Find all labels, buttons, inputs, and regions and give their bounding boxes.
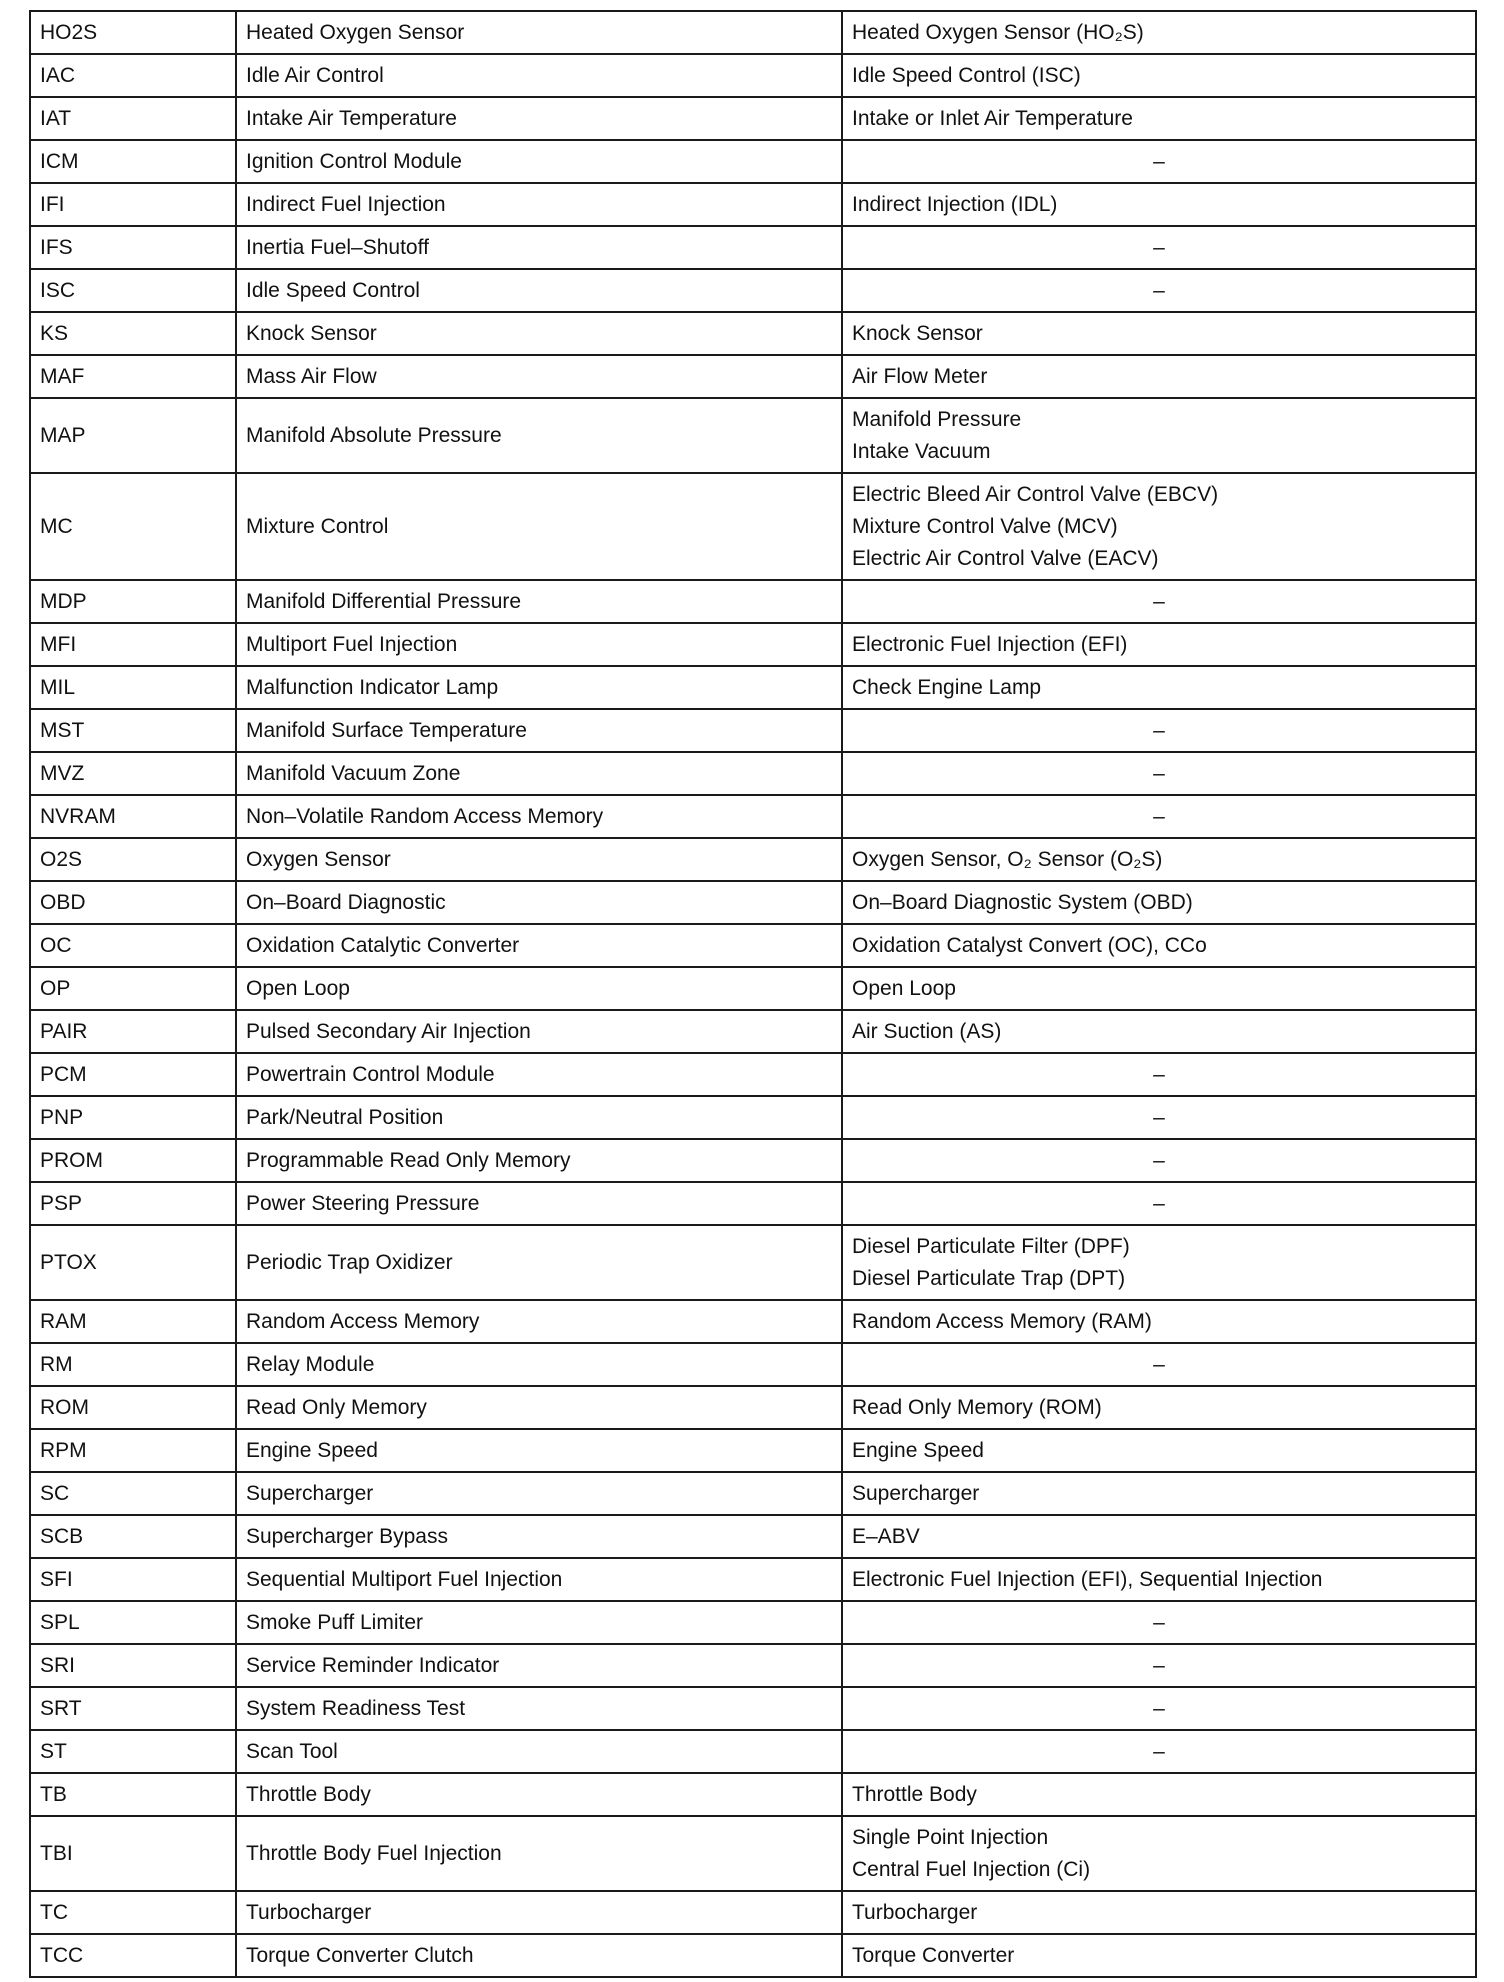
abbreviation-cell: MAP (30, 398, 236, 473)
abbreviation-cell: MFI (30, 623, 236, 666)
previous-term-cell (842, 709, 1476, 752)
abbreviation-table (29, 10, 1477, 1978)
abbreviation-cell: ISC (30, 269, 236, 312)
previous-term-line: Air Suction (AS) (852, 1019, 1002, 1043)
term-cell: Malfunction Indicator Lamp (236, 666, 842, 709)
previous-term-line: Check Engine Lamp (852, 675, 1042, 699)
previous-term-cell (842, 1644, 1476, 1687)
term-cell: Ignition Control Module (236, 140, 842, 183)
term-cell: System Readiness Test (236, 1687, 842, 1730)
previous-term-line: – (1153, 1653, 1165, 1677)
previous-term-cell (842, 140, 1476, 183)
previous-term-line: Oxidation Catalyst Convert (OC), CCo (852, 933, 1207, 957)
previous-term-line: Mixture Control Valve (MCV) (852, 514, 1118, 538)
table-row (30, 1343, 1476, 1386)
previous-term-cell (842, 1429, 1476, 1472)
previous-term-cell (842, 312, 1476, 355)
table-row (30, 1010, 1476, 1053)
table-row (30, 1558, 1476, 1601)
term-cell: Turbocharger (236, 1891, 842, 1934)
table-row (30, 1225, 1476, 1300)
table-row (30, 1300, 1476, 1343)
abbreviation-cell: RPM (30, 1429, 236, 1472)
table-row (30, 1687, 1476, 1730)
previous-term-line: Throttle Body (852, 1782, 977, 1806)
previous-term-cell (842, 54, 1476, 97)
abbreviation-cell: SCB (30, 1515, 236, 1558)
table-row (30, 795, 1476, 838)
term-cell: Idle Air Control (236, 54, 842, 97)
term-cell: Power Steering Pressure (236, 1182, 842, 1225)
previous-term-line: Read Only Memory (ROM) (852, 1395, 1102, 1419)
previous-term-cell (842, 1773, 1476, 1816)
previous-term-line: Diesel Particulate Trap (DPT) (852, 1266, 1126, 1290)
previous-term-cell (842, 1515, 1476, 1558)
term-cell: Random Access Memory (236, 1300, 842, 1343)
table-row (30, 1053, 1476, 1096)
previous-term-line: Torque Converter (852, 1943, 1015, 1967)
previous-term-line: Intake or Inlet Air Temperature (852, 106, 1133, 130)
previous-term-line: – (1153, 1352, 1165, 1376)
term-cell: Intake Air Temperature (236, 97, 842, 140)
previous-term-line: E–ABV (852, 1524, 920, 1548)
term-cell: Throttle Body Fuel Injection (236, 1816, 842, 1891)
abbreviation-cell: PROM (30, 1139, 236, 1182)
previous-term-line: Turbocharger (852, 1900, 978, 1924)
table-row (30, 580, 1476, 623)
table-row (30, 967, 1476, 1010)
table-row (30, 1096, 1476, 1139)
table-row (30, 226, 1476, 269)
previous-term-cell (842, 666, 1476, 709)
abbreviation-cell: NVRAM (30, 795, 236, 838)
previous-term-line: – (1153, 1105, 1165, 1129)
previous-term-line: – (1153, 761, 1165, 785)
abbreviation-cell: OC (30, 924, 236, 967)
table-row (30, 1386, 1476, 1429)
previous-term-line: – (1153, 1191, 1165, 1215)
previous-term-cell (842, 1816, 1476, 1891)
term-cell: Smoke Puff Limiter (236, 1601, 842, 1644)
abbreviation-cell: TCC (30, 1934, 236, 1977)
table-row (30, 1891, 1476, 1934)
abbreviation-cell: O2S (30, 838, 236, 881)
table-row (30, 1515, 1476, 1558)
previous-term-cell (842, 1139, 1476, 1182)
previous-term-line: Electric Air Control Valve (EACV) (852, 546, 1159, 570)
table-row (30, 838, 1476, 881)
previous-term-line: Engine Speed (852, 1438, 984, 1462)
previous-term-line: – (1153, 718, 1165, 742)
term-cell: Multiport Fuel Injection (236, 623, 842, 666)
term-cell: Programmable Read Only Memory (236, 1139, 842, 1182)
abbreviation-cell: PAIR (30, 1010, 236, 1053)
abbreviation-cell: SFI (30, 1558, 236, 1601)
previous-term-cell (842, 11, 1476, 54)
previous-term-cell (842, 881, 1476, 924)
previous-term-cell (842, 838, 1476, 881)
previous-term-line: Random Access Memory (RAM) (852, 1309, 1152, 1333)
term-cell: Supercharger Bypass (236, 1515, 842, 1558)
abbreviation-cell: TBI (30, 1816, 236, 1891)
abbreviation-cell: ICM (30, 140, 236, 183)
table-row (30, 1139, 1476, 1182)
previous-term-cell (842, 1386, 1476, 1429)
table-row (30, 1472, 1476, 1515)
term-cell: Heated Oxygen Sensor (236, 11, 842, 54)
abbreviation-cell: PCM (30, 1053, 236, 1096)
table-row (30, 11, 1476, 54)
table-row (30, 97, 1476, 140)
abbreviation-cell: SPL (30, 1601, 236, 1644)
term-cell: Throttle Body (236, 1773, 842, 1816)
previous-term-line: Manifold Pressure (852, 407, 1022, 431)
table-row (30, 140, 1476, 183)
previous-term-line: Oxygen Sensor, O₂ Sensor (O₂S) (852, 847, 1163, 871)
abbreviation-cell: MAF (30, 355, 236, 398)
abbreviation-cell: ROM (30, 1386, 236, 1429)
term-cell: Supercharger (236, 1472, 842, 1515)
abbreviation-cell: IFI (30, 183, 236, 226)
term-cell: Periodic Trap Oxidizer (236, 1225, 842, 1300)
previous-term-cell (842, 1182, 1476, 1225)
abbreviation-cell: IAC (30, 54, 236, 97)
abbreviation-cell: SRT (30, 1687, 236, 1730)
term-cell: Oxygen Sensor (236, 838, 842, 881)
table-row (30, 752, 1476, 795)
term-cell: Idle Speed Control (236, 269, 842, 312)
previous-term-cell (842, 1225, 1476, 1300)
term-cell: Manifold Surface Temperature (236, 709, 842, 752)
table-row (30, 1816, 1476, 1891)
abbreviation-cell: MVZ (30, 752, 236, 795)
term-cell: Park/Neutral Position (236, 1096, 842, 1139)
previous-term-cell (842, 580, 1476, 623)
previous-term-cell (842, 1343, 1476, 1386)
abbreviation-cell: PTOX (30, 1225, 236, 1300)
term-cell: Sequential Multiport Fuel Injection (236, 1558, 842, 1601)
previous-term-line: – (1153, 1062, 1165, 1086)
previous-term-line: Central Fuel Injection (Ci) (852, 1857, 1091, 1881)
previous-term-cell (842, 1891, 1476, 1934)
abbreviation-cell: MDP (30, 580, 236, 623)
term-cell: Torque Converter Clutch (236, 1934, 842, 1977)
previous-term-cell (842, 623, 1476, 666)
table-row (30, 1182, 1476, 1225)
previous-term-line: Electronic Fuel Injection (EFI), Sequential Injection (852, 1567, 1323, 1591)
term-cell: Manifold Absolute Pressure (236, 398, 842, 473)
previous-term-line: – (1153, 149, 1165, 173)
abbreviation-cell: TC (30, 1891, 236, 1934)
table-row (30, 398, 1476, 473)
previous-term-cell (842, 473, 1476, 580)
previous-term-line: Idle Speed Control (ISC) (852, 63, 1081, 87)
previous-term-cell (842, 1730, 1476, 1773)
previous-term-cell (842, 967, 1476, 1010)
term-cell: Mass Air Flow (236, 355, 842, 398)
term-cell: Engine Speed (236, 1429, 842, 1472)
previous-term-line: Supercharger (852, 1481, 980, 1505)
abbreviation-cell: RM (30, 1343, 236, 1386)
previous-term-line: Knock Sensor (852, 321, 983, 345)
table-row (30, 183, 1476, 226)
table-row (30, 1644, 1476, 1687)
term-cell: Scan Tool (236, 1730, 842, 1773)
term-cell: On–Board Diagnostic (236, 881, 842, 924)
abbreviation-cell: SC (30, 1472, 236, 1515)
abbreviation-cell: IFS (30, 226, 236, 269)
abbreviation-cell: MST (30, 709, 236, 752)
previous-term-line: Electronic Fuel Injection (EFI) (852, 632, 1128, 656)
table-row (30, 312, 1476, 355)
term-cell: Relay Module (236, 1343, 842, 1386)
abbreviation-cell: SRI (30, 1644, 236, 1687)
abbreviation-cell: HO2S (30, 11, 236, 54)
table-row (30, 473, 1476, 580)
term-cell: Powertrain Control Module (236, 1053, 842, 1096)
previous-term-cell (842, 924, 1476, 967)
previous-term-cell (842, 1934, 1476, 1977)
term-cell: Mixture Control (236, 473, 842, 580)
term-cell: Read Only Memory (236, 1386, 842, 1429)
previous-term-line: Diesel Particulate Filter (DPF) (852, 1234, 1130, 1258)
table-row (30, 269, 1476, 312)
abbreviation-cell: TB (30, 1773, 236, 1816)
abbreviation-table-body (30, 11, 1476, 1977)
table-row (30, 1730, 1476, 1773)
previous-term-line: Single Point Injection (852, 1825, 1049, 1849)
abbreviation-cell: KS (30, 312, 236, 355)
previous-term-line: – (1153, 1696, 1165, 1720)
previous-term-line: – (1153, 278, 1165, 302)
table-row (30, 1601, 1476, 1644)
abbreviation-cell: PSP (30, 1182, 236, 1225)
previous-term-cell (842, 97, 1476, 140)
table-row (30, 709, 1476, 752)
previous-term-cell (842, 795, 1476, 838)
previous-term-cell (842, 1601, 1476, 1644)
abbreviation-cell: PNP (30, 1096, 236, 1139)
term-cell: Pulsed Secondary Air Injection (236, 1010, 842, 1053)
term-cell: Inertia Fuel–Shutoff (236, 226, 842, 269)
previous-term-line: – (1153, 1148, 1165, 1172)
previous-term-cell (842, 1010, 1476, 1053)
abbreviation-cell: RAM (30, 1300, 236, 1343)
abbreviation-cell: MC (30, 473, 236, 580)
table-row (30, 54, 1476, 97)
previous-term-line: – (1153, 1610, 1165, 1634)
term-cell: Oxidation Catalytic Converter (236, 924, 842, 967)
previous-term-cell (842, 1472, 1476, 1515)
table-row (30, 1773, 1476, 1816)
table-row (30, 924, 1476, 967)
term-cell: Indirect Fuel Injection (236, 183, 842, 226)
previous-term-cell (842, 183, 1476, 226)
previous-term-line: Air Flow Meter (852, 364, 988, 388)
previous-term-cell (842, 1096, 1476, 1139)
previous-term-cell (842, 1300, 1476, 1343)
previous-term-line: On–Board Diagnostic System (OBD) (852, 890, 1193, 914)
abbreviation-cell: MIL (30, 666, 236, 709)
previous-term-line: – (1153, 1739, 1165, 1763)
previous-term-line: Electric Bleed Air Control Valve (EBCV) (852, 482, 1219, 506)
previous-term-line: Open Loop (852, 976, 956, 1000)
previous-term-cell (842, 1687, 1476, 1730)
previous-term-cell (842, 1053, 1476, 1096)
abbreviation-cell: ST (30, 1730, 236, 1773)
table-row (30, 1934, 1476, 1977)
previous-term-cell (842, 269, 1476, 312)
term-cell: Open Loop (236, 967, 842, 1010)
previous-term-line: – (1153, 804, 1165, 828)
previous-term-line: – (1153, 235, 1165, 259)
previous-term-line: Heated Oxygen Sensor (HO₂S) (852, 20, 1144, 44)
previous-term-cell (842, 398, 1476, 473)
term-cell: Manifold Vacuum Zone (236, 752, 842, 795)
previous-term-cell (842, 355, 1476, 398)
previous-term-cell (842, 752, 1476, 795)
table-row (30, 881, 1476, 924)
table-row (30, 355, 1476, 398)
previous-term-cell (842, 226, 1476, 269)
previous-term-line: – (1153, 589, 1165, 613)
previous-term-line: Indirect Injection (IDL) (852, 192, 1058, 216)
term-cell: Knock Sensor (236, 312, 842, 355)
table-row (30, 623, 1476, 666)
table-row (30, 666, 1476, 709)
table-row (30, 1429, 1476, 1472)
previous-term-line: Intake Vacuum (852, 439, 991, 463)
abbreviation-cell: IAT (30, 97, 236, 140)
term-cell: Non–Volatile Random Access Memory (236, 795, 842, 838)
abbreviation-cell: OBD (30, 881, 236, 924)
abbreviation-cell: OP (30, 967, 236, 1010)
term-cell: Manifold Differential Pressure (236, 580, 842, 623)
previous-term-cell (842, 1558, 1476, 1601)
term-cell: Service Reminder Indicator (236, 1644, 842, 1687)
